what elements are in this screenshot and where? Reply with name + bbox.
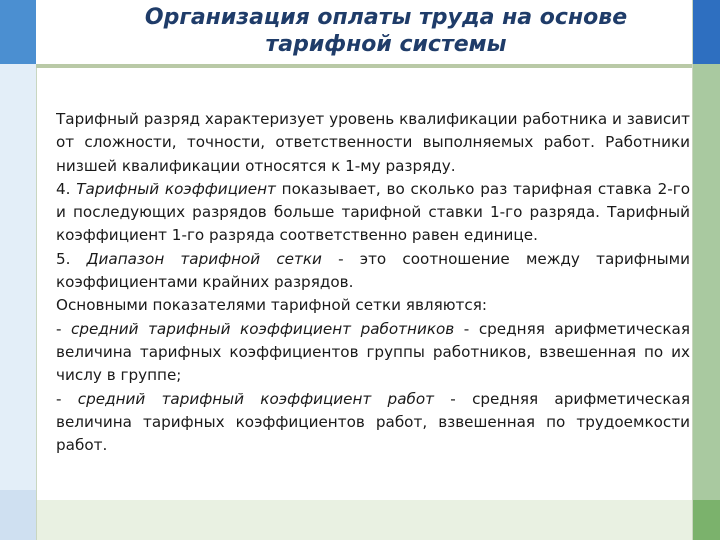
term-avg-work-coefficient: средний тарифный коэффициент работ [77, 389, 435, 408]
title-line-2: тарифной системы [265, 32, 507, 57]
sparkle-icon [626, 4, 686, 60]
left-accent-strip [0, 64, 36, 540]
paragraph-indicators-intro: Основными показателями тарифной сетки являются: [56, 296, 487, 315]
paragraph-avg-worker-coefficient [56, 318, 690, 388]
paragraph-avg-work-coefficient [56, 388, 690, 458]
term-avg-worker-coefficient: средний тарифный коэффициент работников [71, 319, 455, 338]
title-area [36, 0, 692, 64]
term-grid-range: Диапазон тарифной сетки [86, 249, 322, 268]
slide-title [106, 4, 666, 58]
definition-text: - средняя арифметическая величина тарифных коэффициентов работ, взвешенная по трудоемкости работ. [56, 389, 690, 455]
paragraph-grid-range [56, 248, 690, 295]
title-line-1: Организация оплаты труда на основе [144, 5, 628, 30]
left-accent-bottom [0, 490, 36, 540]
definition-text: - это соотношение между тарифными коэффициентами крайних разрядов. [56, 249, 690, 292]
left-accent-block [0, 0, 36, 64]
list-number: 5. [56, 249, 87, 268]
right-accent-bottom [692, 500, 720, 540]
paragraph-tariff-grade: Тарифный разряд характеризует уровень квалификации работника и зависит от сложности, точности, ответственности выполняемых работ. Работники низшей квалификации относятся к 1-му разряду. [56, 110, 690, 175]
list-dash: - [56, 389, 78, 408]
list-number: 4. [56, 179, 77, 198]
right-accent-block [692, 0, 720, 64]
divider-line [692, 0, 693, 540]
term-tariff-coefficient: Тарифный коэффициент [76, 179, 276, 198]
right-accent-strip [692, 64, 720, 540]
paragraph-tariff-coefficient [56, 178, 690, 248]
content-panel [40, 68, 692, 496]
definition-text: показывает, во сколько раз тарифная ставка 2-го и последующих разрядов больше тарифной ставки 1-го разряда. Тарифный коэффициент 1-го разряда соответственно равен единице. [56, 179, 690, 245]
divider-line [36, 0, 37, 540]
bottom-band [36, 500, 692, 540]
list-dash: - [56, 319, 72, 338]
definition-text: - средняя арифметическая величина тарифных коэффициентов группы работников, взвешенная по их числу в группе; [56, 319, 690, 385]
body-text [56, 108, 690, 494]
